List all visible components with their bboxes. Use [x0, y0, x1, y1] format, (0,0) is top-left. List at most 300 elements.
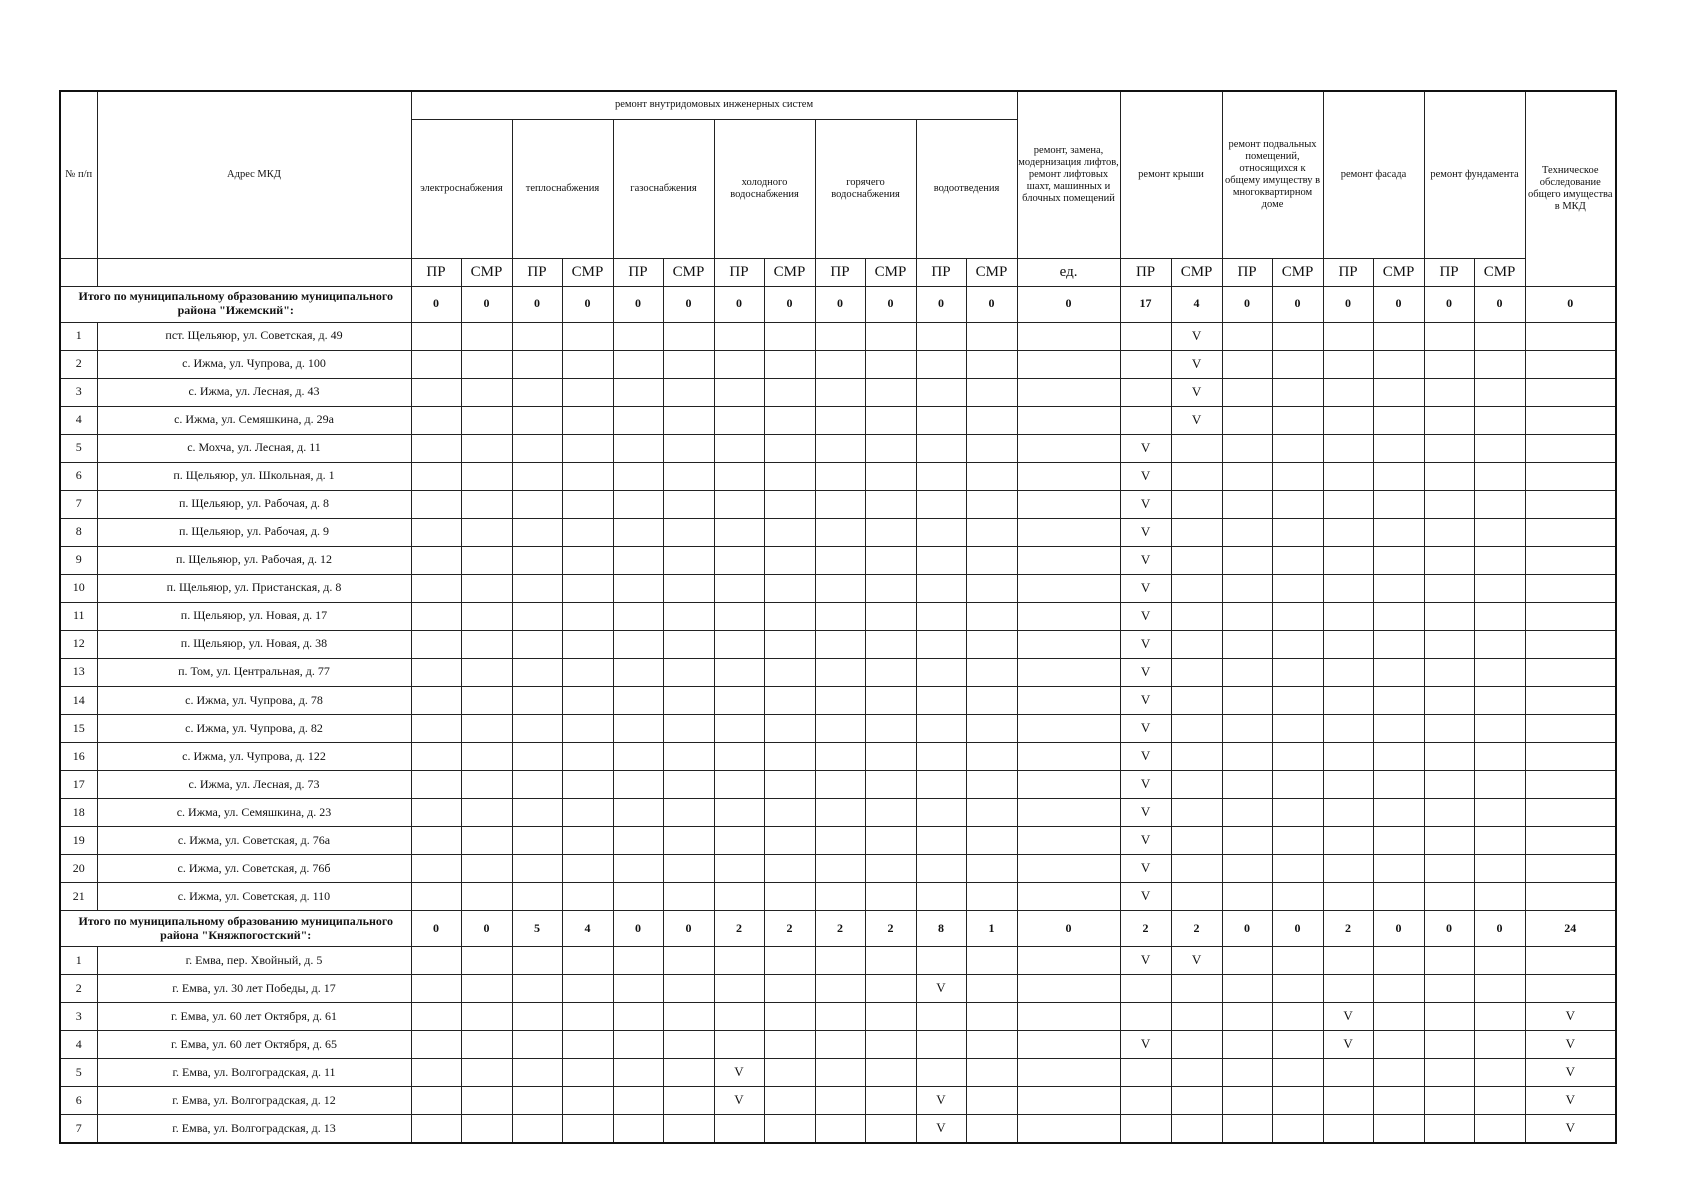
empty-cell — [1474, 854, 1525, 882]
empty-cell — [1017, 798, 1120, 826]
empty-cell — [764, 378, 815, 406]
empty-cell — [411, 1115, 461, 1143]
empty-cell — [1323, 434, 1373, 462]
row-address: с. Ижма, ул. Чупрова, д. 78 — [97, 686, 411, 714]
empty-cell — [411, 1003, 461, 1031]
empty-cell — [815, 1087, 865, 1115]
empty-cell — [1272, 1031, 1323, 1059]
empty-cell — [1171, 975, 1222, 1003]
empty-cell — [512, 854, 562, 882]
empty-cell — [663, 658, 714, 686]
empty-cell — [613, 1087, 663, 1115]
section-total-value: 0 — [562, 286, 613, 322]
empty-cell — [1474, 322, 1525, 350]
empty-cell — [411, 947, 461, 975]
table-row — [60, 1115, 1616, 1143]
section-total-row — [60, 911, 1616, 947]
work-mark: V — [1525, 1115, 1616, 1143]
empty-cell — [1323, 1059, 1373, 1087]
empty-cell — [916, 947, 966, 975]
empty-cell — [461, 518, 512, 546]
empty-cell — [512, 947, 562, 975]
empty-cell — [764, 406, 815, 434]
empty-cell — [764, 462, 815, 490]
empty-cell — [1474, 406, 1525, 434]
section-total-value: 0 — [1373, 911, 1424, 947]
empty-cell — [1424, 686, 1474, 714]
table-row — [60, 406, 1616, 434]
empty-cell — [1120, 975, 1171, 1003]
empty-cell — [663, 947, 714, 975]
empty-cell — [966, 770, 1017, 798]
empty-cell — [562, 1031, 613, 1059]
row-number: 2 — [60, 975, 97, 1003]
work-mark: V — [1120, 742, 1171, 770]
empty-cell — [1222, 602, 1272, 630]
empty-cell — [613, 350, 663, 378]
empty-cell — [865, 434, 916, 462]
empty-cell — [916, 630, 966, 658]
empty-cell — [411, 602, 461, 630]
empty-cell — [966, 658, 1017, 686]
section-total-value: 0 — [1222, 286, 1272, 322]
empty-cell — [1017, 434, 1120, 462]
empty-cell — [966, 350, 1017, 378]
table-row — [60, 1059, 1616, 1087]
work-mark: V — [1120, 434, 1171, 462]
empty-cell — [1272, 798, 1323, 826]
empty-cell — [764, 1031, 815, 1059]
empty-cell — [865, 518, 916, 546]
empty-cell — [461, 658, 512, 686]
section-total-value: 2 — [865, 911, 916, 947]
sub-header-smr: СМР — [1171, 258, 1222, 286]
empty-cell — [1424, 322, 1474, 350]
section-total-value: 0 — [1424, 911, 1474, 947]
empty-cell — [613, 602, 663, 630]
empty-cell — [1525, 658, 1616, 686]
col-header-foundation: ремонт фундамента — [1424, 91, 1525, 258]
empty-cell — [1373, 602, 1424, 630]
empty-cell — [461, 798, 512, 826]
row-address: г. Емва, ул. 30 лет Победы, д. 17 — [97, 975, 411, 1003]
row-address: п. Щельяюр, ул. Новая, д. 38 — [97, 630, 411, 658]
empty-cell — [1525, 378, 1616, 406]
empty-cell — [1373, 574, 1424, 602]
empty-cell — [815, 1059, 865, 1087]
sub-header-smr: СМР — [966, 258, 1017, 286]
empty-cell — [461, 1115, 512, 1143]
empty-cell — [1017, 490, 1120, 518]
row-number: 14 — [60, 686, 97, 714]
empty-cell — [562, 975, 613, 1003]
empty-cell — [1424, 462, 1474, 490]
empty-cell — [865, 1115, 916, 1143]
work-mark: V — [714, 1087, 764, 1115]
empty-cell — [613, 574, 663, 602]
empty-cell — [1017, 462, 1120, 490]
empty-cell — [1474, 686, 1525, 714]
empty-cell — [1474, 350, 1525, 378]
empty-cell — [764, 854, 815, 882]
empty-cell — [1272, 490, 1323, 518]
empty-cell — [764, 602, 815, 630]
empty-cell — [1373, 434, 1424, 462]
work-mark: V — [1120, 574, 1171, 602]
empty-cell — [966, 518, 1017, 546]
empty-cell — [562, 350, 613, 378]
row-address: п. Щельяюр, ул. Новая, д. 17 — [97, 602, 411, 630]
empty-cell — [1222, 658, 1272, 686]
empty-cell — [865, 462, 916, 490]
row-address: пст. Щельяюр, ул. Советская, д. 49 — [97, 322, 411, 350]
section-total-value: 0 — [613, 286, 663, 322]
empty-cell — [966, 574, 1017, 602]
empty-cell — [1171, 658, 1222, 686]
empty-cell — [1171, 490, 1222, 518]
empty-cell — [764, 826, 815, 854]
empty-cell — [562, 322, 613, 350]
section-total-value: 2 — [1171, 911, 1222, 947]
section-total-value: 0 — [1017, 911, 1120, 947]
sub-header-pr: ПР — [411, 258, 461, 286]
empty-cell — [966, 406, 1017, 434]
empty-cell — [613, 770, 663, 798]
sub-header-pr: ПР — [714, 258, 764, 286]
empty-cell — [865, 546, 916, 574]
empty-cell — [663, 546, 714, 574]
empty-cell — [966, 462, 1017, 490]
work-mark: V — [1120, 658, 1171, 686]
empty-cell — [1424, 434, 1474, 462]
empty-cell — [613, 854, 663, 882]
empty-cell — [512, 770, 562, 798]
empty-cell — [1272, 714, 1323, 742]
empty-cell — [461, 1031, 512, 1059]
col-header-cold-water: холодного водоснабжения — [714, 119, 815, 258]
empty-cell — [1323, 322, 1373, 350]
row-address: с. Ижма, ул. Лесная, д. 43 — [97, 378, 411, 406]
empty-cell — [1171, 1087, 1222, 1115]
empty-cell — [966, 602, 1017, 630]
empty-cell — [916, 574, 966, 602]
empty-cell — [461, 947, 512, 975]
work-mark: V — [1120, 518, 1171, 546]
section-total-value: 0 — [1525, 286, 1616, 322]
empty-cell — [966, 1087, 1017, 1115]
empty-cell — [562, 686, 613, 714]
empty-cell — [714, 490, 764, 518]
empty-cell — [865, 686, 916, 714]
empty-cell — [1222, 714, 1272, 742]
capital-repair-table — [59, 90, 1617, 1144]
empty-cell — [411, 686, 461, 714]
empty-cell — [916, 434, 966, 462]
row-address: п. Щельяюр, ул. Рабочая, д. 9 — [97, 518, 411, 546]
empty-cell — [1120, 1115, 1171, 1143]
empty-cell — [411, 462, 461, 490]
empty-cell — [865, 714, 916, 742]
empty-cell — [1222, 854, 1272, 882]
empty-cell — [815, 1115, 865, 1143]
empty-cell — [1474, 602, 1525, 630]
empty-cell — [613, 714, 663, 742]
empty-cell — [1474, 518, 1525, 546]
sub-header-pr: ПР — [815, 258, 865, 286]
sub-header-unit: ед. — [1017, 258, 1120, 286]
row-number: 21 — [60, 883, 97, 911]
empty-cell — [663, 1087, 714, 1115]
empty-cell — [916, 658, 966, 686]
work-mark: V — [1120, 546, 1171, 574]
empty-cell — [613, 798, 663, 826]
empty-cell — [1120, 378, 1171, 406]
empty-cell — [663, 1003, 714, 1031]
empty-cell — [461, 1003, 512, 1031]
empty-cell — [1017, 883, 1120, 911]
empty-cell — [411, 630, 461, 658]
empty-cell — [1424, 1115, 1474, 1143]
empty-cell — [613, 1059, 663, 1087]
section-total-value: 17 — [1120, 286, 1171, 322]
empty-cell — [1424, 406, 1474, 434]
row-address: с. Ижма, ул. Семяшкина, д. 29а — [97, 406, 411, 434]
empty-cell — [1171, 518, 1222, 546]
empty-cell — [1474, 1059, 1525, 1087]
empty-cell — [966, 1031, 1017, 1059]
empty-cell — [815, 602, 865, 630]
row-address: г. Емва, пер. Хвойный, д. 5 — [97, 947, 411, 975]
empty-cell — [562, 714, 613, 742]
empty-cell — [461, 490, 512, 518]
empty-cell — [663, 826, 714, 854]
empty-cell — [764, 686, 815, 714]
empty-cell — [1474, 770, 1525, 798]
empty-cell — [1323, 378, 1373, 406]
work-mark: V — [1120, 770, 1171, 798]
empty-cell — [916, 322, 966, 350]
empty-cell — [613, 630, 663, 658]
table-row — [60, 434, 1616, 462]
empty-cell — [764, 490, 815, 518]
empty-cell — [714, 322, 764, 350]
empty-cell — [411, 574, 461, 602]
row-number: 4 — [60, 406, 97, 434]
work-mark: V — [1323, 1031, 1373, 1059]
empty-cell — [714, 630, 764, 658]
col-header-basement: ремонт подвальных помещений, относящихся к общему имуществу в многоквартирном доме — [1222, 91, 1323, 258]
empty-cell — [916, 883, 966, 911]
empty-cell — [512, 518, 562, 546]
empty-cell — [714, 883, 764, 911]
empty-cell — [815, 947, 865, 975]
empty-cell — [613, 546, 663, 574]
empty-cell — [714, 1031, 764, 1059]
work-mark: V — [1120, 826, 1171, 854]
empty-cell — [512, 1031, 562, 1059]
empty-cell — [1525, 686, 1616, 714]
row-address: п. Щельяюр, ул. Рабочая, д. 8 — [97, 490, 411, 518]
empty-cell — [764, 322, 815, 350]
row-address: п. Щельяюр, ул. Пристанская, д. 8 — [97, 574, 411, 602]
empty-cell — [865, 854, 916, 882]
empty-cell — [562, 798, 613, 826]
empty-cell — [1424, 658, 1474, 686]
col-header-drainage: водоотведения — [916, 119, 1017, 258]
empty-cell — [562, 546, 613, 574]
empty-cell — [966, 742, 1017, 770]
empty-cell — [562, 1087, 613, 1115]
row-address: п. Щельяюр, ул. Школьная, д. 1 — [97, 462, 411, 490]
empty-cell — [714, 602, 764, 630]
empty-cell — [1222, 686, 1272, 714]
empty-cell — [1323, 574, 1373, 602]
empty-cell — [714, 975, 764, 1003]
empty-cell — [1017, 574, 1120, 602]
empty-cell — [1222, 742, 1272, 770]
row-address: г. Емва, ул. Волгоградская, д. 12 — [97, 1087, 411, 1115]
empty-cell — [1323, 826, 1373, 854]
empty-cell — [1525, 947, 1616, 975]
empty-cell — [1222, 518, 1272, 546]
empty-cell — [764, 770, 815, 798]
empty-cell — [1272, 630, 1323, 658]
empty-cell — [663, 350, 714, 378]
empty-cell — [461, 322, 512, 350]
empty-cell — [1222, 826, 1272, 854]
empty-cell — [1222, 406, 1272, 434]
empty-cell — [1171, 742, 1222, 770]
empty-cell — [461, 462, 512, 490]
empty-cell — [1474, 975, 1525, 1003]
empty-cell — [562, 854, 613, 882]
section-total-title: Итого по муниципальному образованию муниципального района "Княжпогостский": — [60, 911, 411, 947]
section-total-value: 0 — [916, 286, 966, 322]
empty-cell — [1373, 462, 1424, 490]
work-mark: V — [1120, 947, 1171, 975]
table-row — [60, 602, 1616, 630]
work-mark: V — [1525, 1003, 1616, 1031]
empty-cell — [1323, 658, 1373, 686]
empty-cell — [1323, 490, 1373, 518]
empty-cell — [1222, 1115, 1272, 1143]
col-header-roof: ремонт крыши — [1120, 91, 1222, 258]
empty-cell — [1525, 742, 1616, 770]
empty-cell — [1272, 770, 1323, 798]
empty-cell — [865, 322, 916, 350]
empty-cell — [1474, 947, 1525, 975]
empty-cell — [512, 630, 562, 658]
row-address: с. Ижма, ул. Советская, д. 76а — [97, 826, 411, 854]
empty-cell — [916, 714, 966, 742]
empty-cell — [966, 826, 1017, 854]
empty-cell — [1171, 602, 1222, 630]
empty-cell — [512, 378, 562, 406]
empty-cell — [1171, 770, 1222, 798]
empty-cell — [1424, 546, 1474, 574]
empty-cell — [562, 1059, 613, 1087]
empty-cell — [562, 1115, 613, 1143]
empty-cell — [1272, 350, 1323, 378]
sub-header-pr: ПР — [1424, 258, 1474, 286]
empty-cell — [1272, 406, 1323, 434]
empty-cell — [1373, 658, 1424, 686]
work-mark: V — [1171, 322, 1222, 350]
empty-cell — [916, 462, 966, 490]
empty-cell — [1171, 1115, 1222, 1143]
empty-cell — [411, 798, 461, 826]
empty-cell — [411, 546, 461, 574]
table-row — [60, 798, 1616, 826]
empty-cell — [411, 742, 461, 770]
empty-cell — [1474, 826, 1525, 854]
section-total-value: 0 — [411, 911, 461, 947]
empty-cell — [1171, 630, 1222, 658]
empty-cell — [1323, 798, 1373, 826]
empty-cell — [815, 742, 865, 770]
section-total-value: 0 — [1373, 286, 1424, 322]
empty-cell — [764, 947, 815, 975]
table-row — [60, 546, 1616, 574]
empty-cell — [1424, 350, 1474, 378]
empty-cell — [512, 975, 562, 1003]
empty-cell — [562, 574, 613, 602]
empty-cell — [1373, 406, 1424, 434]
empty-cell — [663, 770, 714, 798]
empty-cell — [714, 378, 764, 406]
empty-cell — [1424, 770, 1474, 798]
col-header-engineering-systems: ремонт внутридомовых инженерных систем — [411, 91, 1017, 119]
empty-cell — [1120, 1003, 1171, 1031]
section-total-value: 0 — [663, 911, 714, 947]
empty-cell — [512, 1003, 562, 1031]
empty-cell — [613, 378, 663, 406]
section-total-value: 0 — [1474, 286, 1525, 322]
row-number: 13 — [60, 658, 97, 686]
empty-cell — [1017, 1115, 1120, 1143]
empty-cell — [865, 742, 916, 770]
empty-cell — [1525, 574, 1616, 602]
empty-cell — [1222, 490, 1272, 518]
empty-cell — [1525, 490, 1616, 518]
section-total-value: 0 — [865, 286, 916, 322]
empty-cell — [1171, 434, 1222, 462]
empty-cell — [714, 434, 764, 462]
table-row — [60, 518, 1616, 546]
section-total-value: 2 — [1120, 911, 1171, 947]
empty-cell — [916, 1059, 966, 1087]
empty-cell — [663, 883, 714, 911]
empty-cell — [1424, 630, 1474, 658]
empty-cell — [1323, 854, 1373, 882]
empty-cell — [815, 975, 865, 1003]
table-row — [60, 1031, 1616, 1059]
empty-cell — [764, 798, 815, 826]
empty-cell — [865, 798, 916, 826]
empty-cell — [1323, 602, 1373, 630]
empty-cell — [461, 1087, 512, 1115]
section-total-value: 4 — [1171, 286, 1222, 322]
empty-cell — [512, 798, 562, 826]
section-total-value: 0 — [1424, 286, 1474, 322]
empty-cell — [613, 462, 663, 490]
empty-cell — [663, 714, 714, 742]
empty-cell — [966, 630, 1017, 658]
empty-cell — [1474, 742, 1525, 770]
empty-cell — [916, 406, 966, 434]
empty-cell — [1474, 574, 1525, 602]
empty-cell — [1525, 630, 1616, 658]
